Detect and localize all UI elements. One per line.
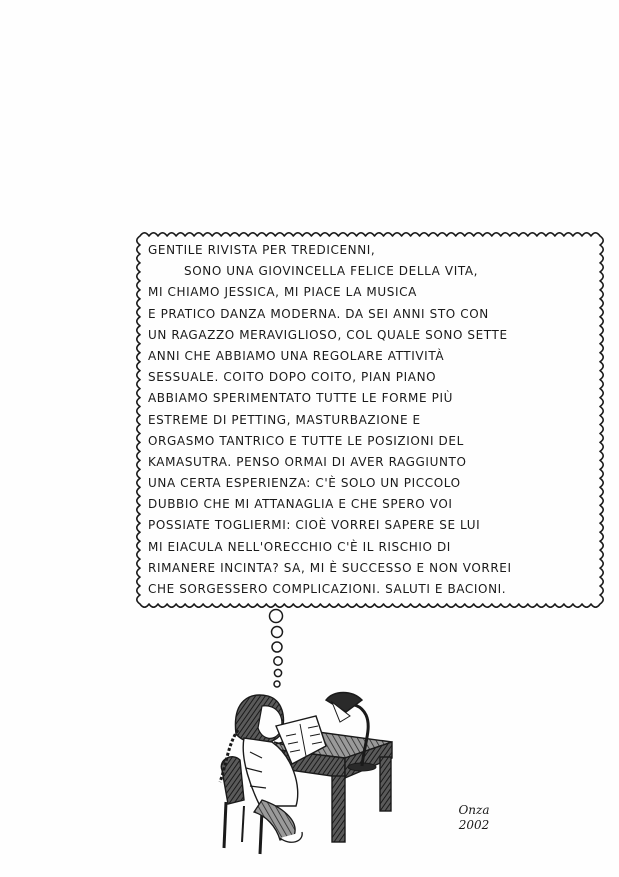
- signature-name: Onza: [458, 803, 490, 817]
- letter-line: SONO UNA GIOVINCELLA FELICE DELLA VITA,: [184, 264, 479, 279]
- letter-line: RIMANERE INCINTA? SA, MI È SUCCESSO E NON VORREI: [148, 560, 512, 575]
- letter-line: E PRATICO DANZA MODERNA. DA SEI ANNI STO CON: [148, 306, 489, 321]
- letter-line: POSSIATE TOGLIERMI: CIOÈ VORREI SAPERE SE LUI: [148, 518, 481, 533]
- letter-line: UN RAGAZZO MERAVIGLIOSO, COL QUALE SONO SETTE: [148, 327, 508, 342]
- letter-line: ORGASMO TANTRICO E TUTTE LE POSIZIONI DEL: [148, 433, 464, 448]
- letter-line: DUBBIO CHE MI ATTANAGLIA E CHE SPERO VOI: [148, 497, 453, 512]
- letter-line: KAMASUTRA. PENSO ORMAI DI AVER RAGGIUNTO: [148, 454, 467, 469]
- letter-line: GENTILE RIVISTA PER TREDICENNI,: [148, 243, 376, 257]
- letter-line: ESTREME DI PETTING, MASTURBAZIONE E: [148, 412, 421, 427]
- signature-year: 2002: [458, 818, 490, 832]
- letter-line: UNA CERTA ESPERIENZA: C'È SOLO UN PICCOLO: [148, 476, 461, 491]
- artist-signature: [444, 803, 504, 833]
- letter-line: MI EIACULA NELL'ORECCHIO C'È IL RISCHIO DI: [148, 539, 451, 554]
- letter-line: ABBIAMO SPERIMENTATO TUTTE LE FORME PIÙ: [148, 391, 453, 406]
- letter-line: CHE SORGESSERO COMPLICAZIONI. SALUTI E BACIONI.: [148, 582, 507, 596]
- letter-line: ANNI CHE ABBIAMO UNA REGOLARE ATTIVITÀ: [148, 348, 445, 363]
- letter-line: MI CHIAMO JESSICA, MI PIACE LA MUSICA: [148, 285, 417, 300]
- letter-line: SESSUALE. COITO DOPO COITO, PIAN PIANO: [148, 370, 437, 385]
